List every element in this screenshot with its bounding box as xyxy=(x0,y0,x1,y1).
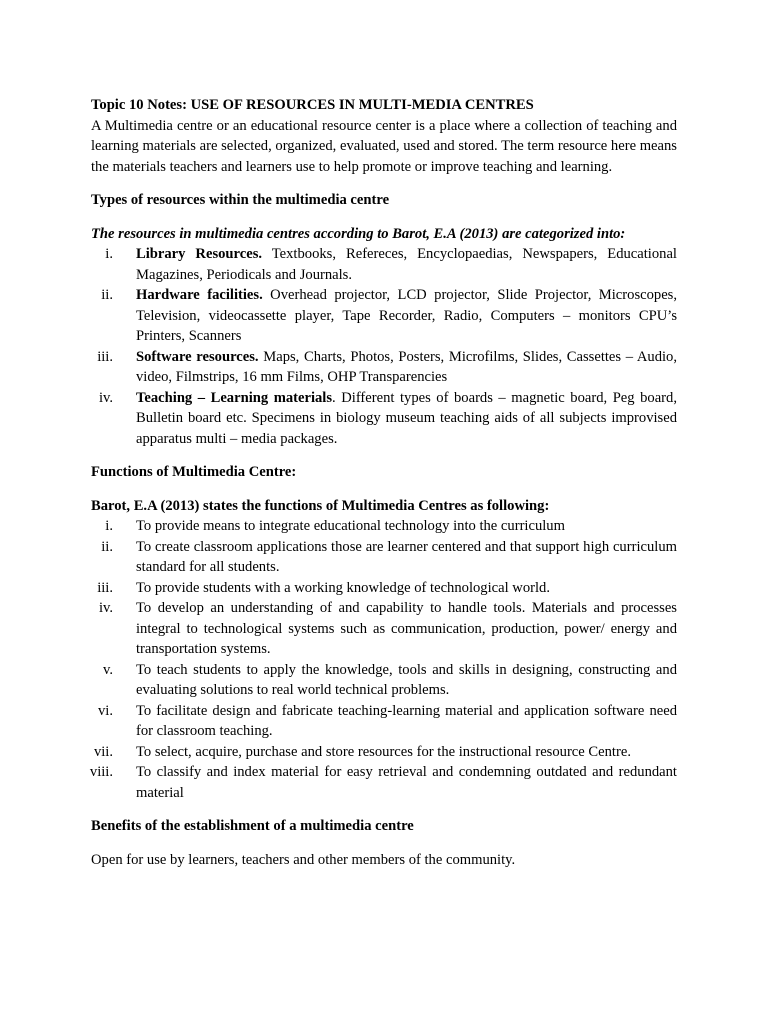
list-item xyxy=(91,388,677,450)
list-item xyxy=(91,347,677,388)
resource-term: Library Resources. xyxy=(136,246,263,262)
function-text: To provide means to integrate educational technology into the curriculum xyxy=(136,518,565,534)
function-text: To facilitate design and fabricate teaching-learning material and application software need for classroom teaching. xyxy=(136,702,677,739)
list-number: ii. xyxy=(101,538,113,555)
list-number: vii. xyxy=(93,743,113,760)
resource-types-list xyxy=(91,244,677,449)
resource-text: Maps, Charts, Photos, Posters, Microfilms, Slides, Cassettes – Audio, video, Filmstrips, 16 mm Films, OHP Transparencies xyxy=(136,348,677,385)
function-text: To teach students to apply the knowledge, tools and skills in designing, constructing and evaluating solutions to real world technical problems. xyxy=(136,661,677,698)
function-text: To classify and index material for easy retrieval and condemning outdated and redundant material xyxy=(136,764,677,801)
list-item xyxy=(91,762,677,803)
list-item xyxy=(91,537,677,578)
list-item xyxy=(91,516,677,537)
list-number: vi. xyxy=(98,702,113,719)
list-number: viii. xyxy=(89,764,113,780)
function-text: To create classroom applications those are learner centered and that support high curriculum standard for all students. xyxy=(136,538,677,575)
resource-term: Software resources. xyxy=(136,348,259,365)
document-body xyxy=(91,95,677,870)
benefits-heading: Benefits of the establishment of a multimedia centre xyxy=(91,818,414,834)
resource-text: Textbooks, Refereces, Encyclopaedias, Newspapers, Educational Magazines, Periodicals and Journals. xyxy=(136,246,677,283)
list-item xyxy=(91,701,677,742)
intro-paragraph: A Multimedia centre or an educational resource center is a place where a collection of teaching and learning materials are selected, organized, evaluated, used and stored. The term resource here means the materials teachers and learners use to help promote or improve teaching and learning. xyxy=(91,117,677,175)
function-text: To develop an understanding of and capability to handle tools. Materials and processes integral to technological systems such as communication, production, power/ energy and transportation systems. xyxy=(136,600,677,657)
list-item xyxy=(91,244,677,285)
function-text: To select, acquire, purchase and store resources for the instructional resource Centre. xyxy=(136,743,631,760)
list-item xyxy=(91,660,677,701)
list-number: iv. xyxy=(98,600,113,616)
list-number: iii. xyxy=(97,348,113,365)
list-number: i. xyxy=(105,518,113,534)
list-item xyxy=(91,742,677,763)
resource-term: Teaching – Learning materials xyxy=(136,389,333,406)
list-item xyxy=(91,598,677,660)
list-number: iii. xyxy=(97,579,113,596)
types-heading: Types of resources within the multimedia centre xyxy=(91,192,390,208)
resource-term: Hardware facilities. xyxy=(136,287,263,303)
list-item xyxy=(91,578,677,599)
types-subheading: The resources in multimedia centres according to Barot, E.A (2013) are categorized into: xyxy=(91,225,626,242)
list-number: v. xyxy=(103,661,113,678)
list-item xyxy=(91,285,677,347)
benefits-paragraph: Open for use by learners, teachers and other members of the community. xyxy=(91,851,516,868)
functions-subheading: Barot, E.A (2013) states the functions of Multimedia Centres as following: xyxy=(91,497,550,514)
functions-list xyxy=(91,516,677,803)
function-text: To provide students with a working knowledge of technological world. xyxy=(136,579,551,596)
resource-text: . Different types of boards – magnetic board, Peg board, Bulletin board etc. Specimens in biology museum teaching aids of all subjects improvised apparatus multi – media packages. xyxy=(136,389,677,447)
functions-heading: Functions of Multimedia Centre: xyxy=(91,464,297,480)
list-number: ii. xyxy=(101,287,113,303)
list-number: i. xyxy=(105,246,113,262)
resource-text: Overhead projector, LCD projector, Slide Projector, Microscopes, Television, videocassette player, Tape Recorder, Radio, Computers – monitors CPU’s Printers, Scanners xyxy=(136,287,678,344)
list-number: iv. xyxy=(98,389,113,406)
page-title: Topic 10 Notes: USE OF RESOURCES IN MULTI-MEDIA CENTRES xyxy=(91,97,534,113)
